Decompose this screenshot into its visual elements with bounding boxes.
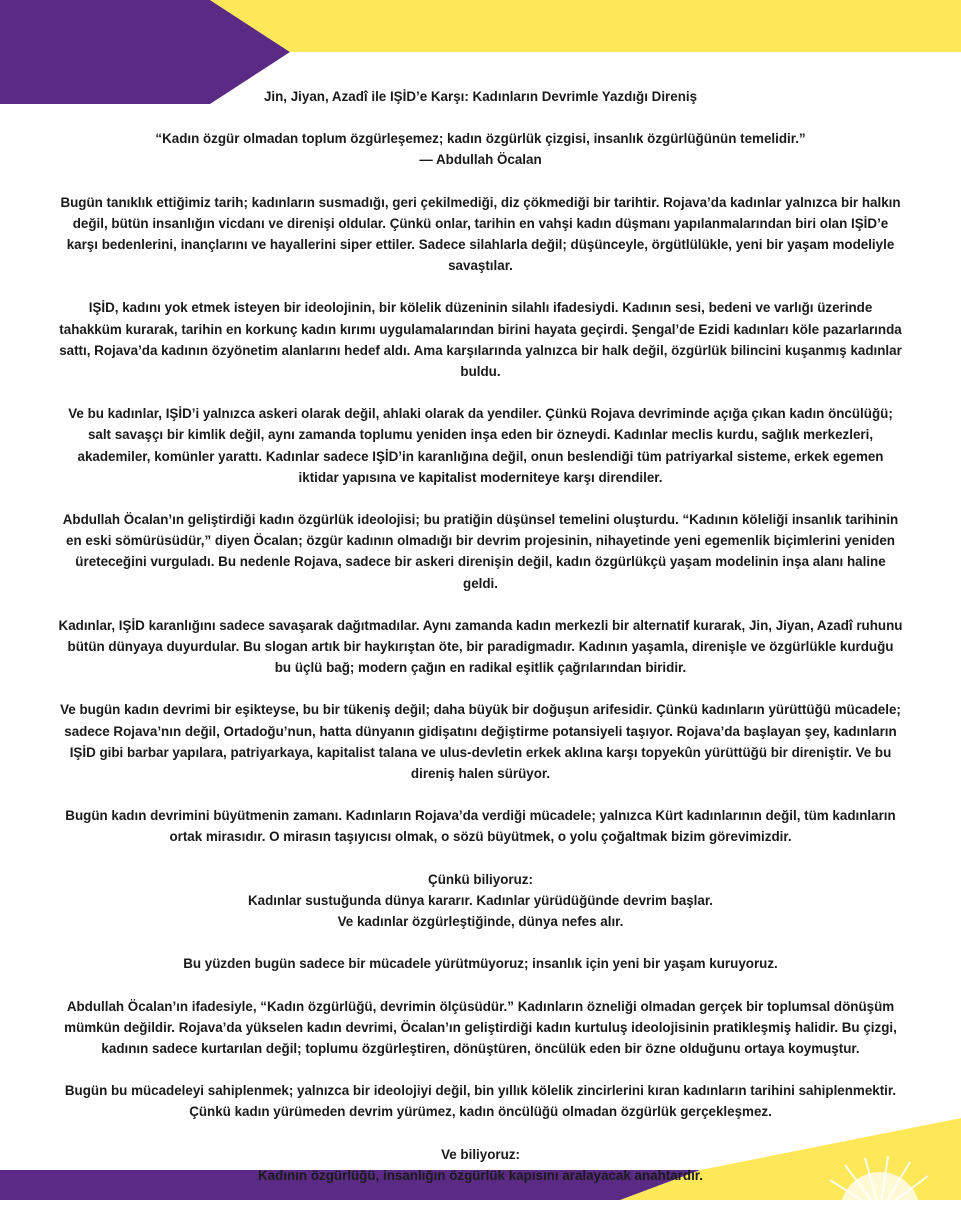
article — [58, 86, 903, 1207]
verse-line: Çünkü biliyoruz: — [428, 871, 533, 887]
paragraph: Bugün tanıklık ettiğimiz tarih; kadınların susmadığı, geri çekilmediği, diz çökmediği bir tarihtir. Rojava’da kadınlar yalnızca bir halkın değil, bütün insanlığın vicdanı ve direnişi oldular. Çünkü onlar, tarihin en vahşi kadın düşmanı yapılanmalarından biri olan IŞİD’e karşı bedenlerini, inançlarını ve hayallerini siper ettiler. Sadece silahlarla değil; düşünceyle, örgütlülükle, yeni bir yaşam modeliyle savaştılar. — [60, 194, 901, 274]
top-right-yellow-band — [210, 0, 961, 52]
verse-line: Kadınlar sustuğunda dünya kararır. Kadınlar yürüdüğünde devrim başlar. — [247, 892, 714, 908]
article-title: Jin, Jiyan, Azadî ile IŞİD’e Karşı: Kadınların Devrimle Yazdığı Direniş — [263, 89, 698, 104]
paragraph: Ve bugün kadın devrimi bir eşikteyse, bu bir tükeniş değil; daha büyük bir doğuşun arifesidir. Çünkü kadınların yürüttüğü mücadele; sadece Rojava’nın değil, Ortadoğu’nun, hatta dünyanın gidişatını değiştirme potansiyeli taşıyor. Rojava’da başlayan şey, kadınların IŞİD gibi barbar yapılara, patriyarkaya, kapitalist talana ve ulus-devletin erkek aklına karşı topyekûn yürüttüğü bir direniştir. Ve bu direniş halen sürüyor. — [60, 702, 901, 782]
verse-block — [58, 869, 903, 933]
paragraph: Kadınlar, IŞİD karanlığını sadece savaşarak dağıtmadılar. Aynı zamanda kadın merkezli bir alternatif kurarak, Jin, Jiyan, Azadî ruhunu bütün dünyaya duyurdular. Bu slogan artık bir haykırıştan öte, bir paradigmadır. Kadının yaşamla, direnişle ve özgürlükle kurduğu bu üçlü bağ; modern çağın en radikal eşitlik çağrılarından biridir. — [58, 617, 903, 676]
paragraph: Ve bu kadınlar, IŞİD’i yalnızca askeri olarak değil, ahlaki olarak da yendiler. Çünkü Rojava devriminde açığa çıkan kadın öncülüğü; salt savaşçı bir kimlik değil, aynı zamanda toplumu yeniden inşa eden bir özneydi. Kadınlar meclis kurdu, sağlık merkezleri, akademiler, komünler yarattı. Kadınlar sadece IŞİD’in karanlığına değil, onun beslendiği tüm patriyarkal sisteme, erkek egemen iktidar yapısına ve kapitalist moderniteye karşı direndiler. — [68, 406, 893, 485]
paragraph: Bu yüzden bugün sadece bir mücadele yürütmüyoruz; insanlık için yeni bir yaşam kuruyoruz. — [183, 956, 778, 972]
paragraph: Bugün bu mücadeleyi sahiplenmek; yalnızca bir ideolojiyi değil, bin yıllık kölelik zincirlerini kıran kadınların tarihini sahiplenmektir. Çünkü kadın yürümeden devrim yürümez, kadın öncülüğü olmadan özgürlük gerçekleşmez. — [64, 1083, 897, 1120]
closing-block — [58, 1144, 903, 1186]
epigraph — [58, 128, 903, 170]
closing-line: Ve biliyoruz: — [441, 1146, 520, 1162]
paragraph: Abdullah Öcalan’ın geliştirdiği kadın özgürlük ideolojisi; bu pratiğin düşünsel temelini oluşturdu. “Kadının köleliği insanlık tarihinin en eski sömürüsüdür,” diyen Öcalan; özgür kadının olmadığı bir devrim projesinin, nihayetinde yeni egemenlik biçimlerini yeniden üreteceğini vurguladı. Bu nedenle Rojava, sadece bir askeri direnişin değil, kadın özgürlükçü yaşam modelinin inşa alanı haline geldi. — [62, 512, 899, 591]
paragraph: IŞİD, kadını yok etmek isteyen bir ideolojinin, bir kölelik düzeninin silahlı ifadesiydi. Kadının sesi, bedeni ve varlığı üzerinde tahakküm kurarak, tarihin en korkunç kadın kırımı uygulamalarından birini hayata geçirdi. Şengal’de Ezidi kadınları köle pazarlarında sattı, Rojava’da kadının özyönetim alanlarını hedef aldı. Ama karşılarında yalnızca bir halk değil, özgürlük bilincini kuşanmış kadınlar buldu. — [59, 300, 902, 380]
epigraph-author: — Abdullah Öcalan — [419, 152, 542, 168]
closing-line: Kadının özgürlüğü, insanlığın özgürlük kapısını aralayacak anahtardır. — [258, 1167, 703, 1183]
epigraph-text: “Kadın özgür olmadan toplum özgürleşemez; kadın özgürlük çizgisi, insanlık özgürlüğünün temelidir.” — [155, 131, 806, 147]
verse-line: Ve kadınlar özgürleştiğinde, dünya nefes alır. — [337, 914, 624, 930]
paragraph: Abdullah Öcalan’ın ifadesiyle, “Kadın özgürlüğü, devrimin ölçüsüdür.” Kadınların özneliği olmadan gerçek bir toplumsal dönüşüm mümkün değildir. Rojava’da yükselen kadın devrimi, Öcalan’ın geliştirdiği kadın kurtuluş ideolojisinin pratikleşmiş halidir. Bu çizgi, kadının sadece kurtarılan değil; toplumu özgürleştiren, dönüştüren, öncülük eden bir özne olduğunu ortaya koymuştur. — [64, 998, 897, 1056]
paragraph: Bugün kadın devrimini büyütmenin zamanı. Kadınların Rojava’da verdiği mücadele; yalnızca Kürt kadınlarının değil, tüm kadınların ortak mirasıdır. O mirasın taşıyıcısı olmak, o sözü büyütmek, o yolu çoğaltmak bizim görevimizdir. — [65, 808, 896, 845]
